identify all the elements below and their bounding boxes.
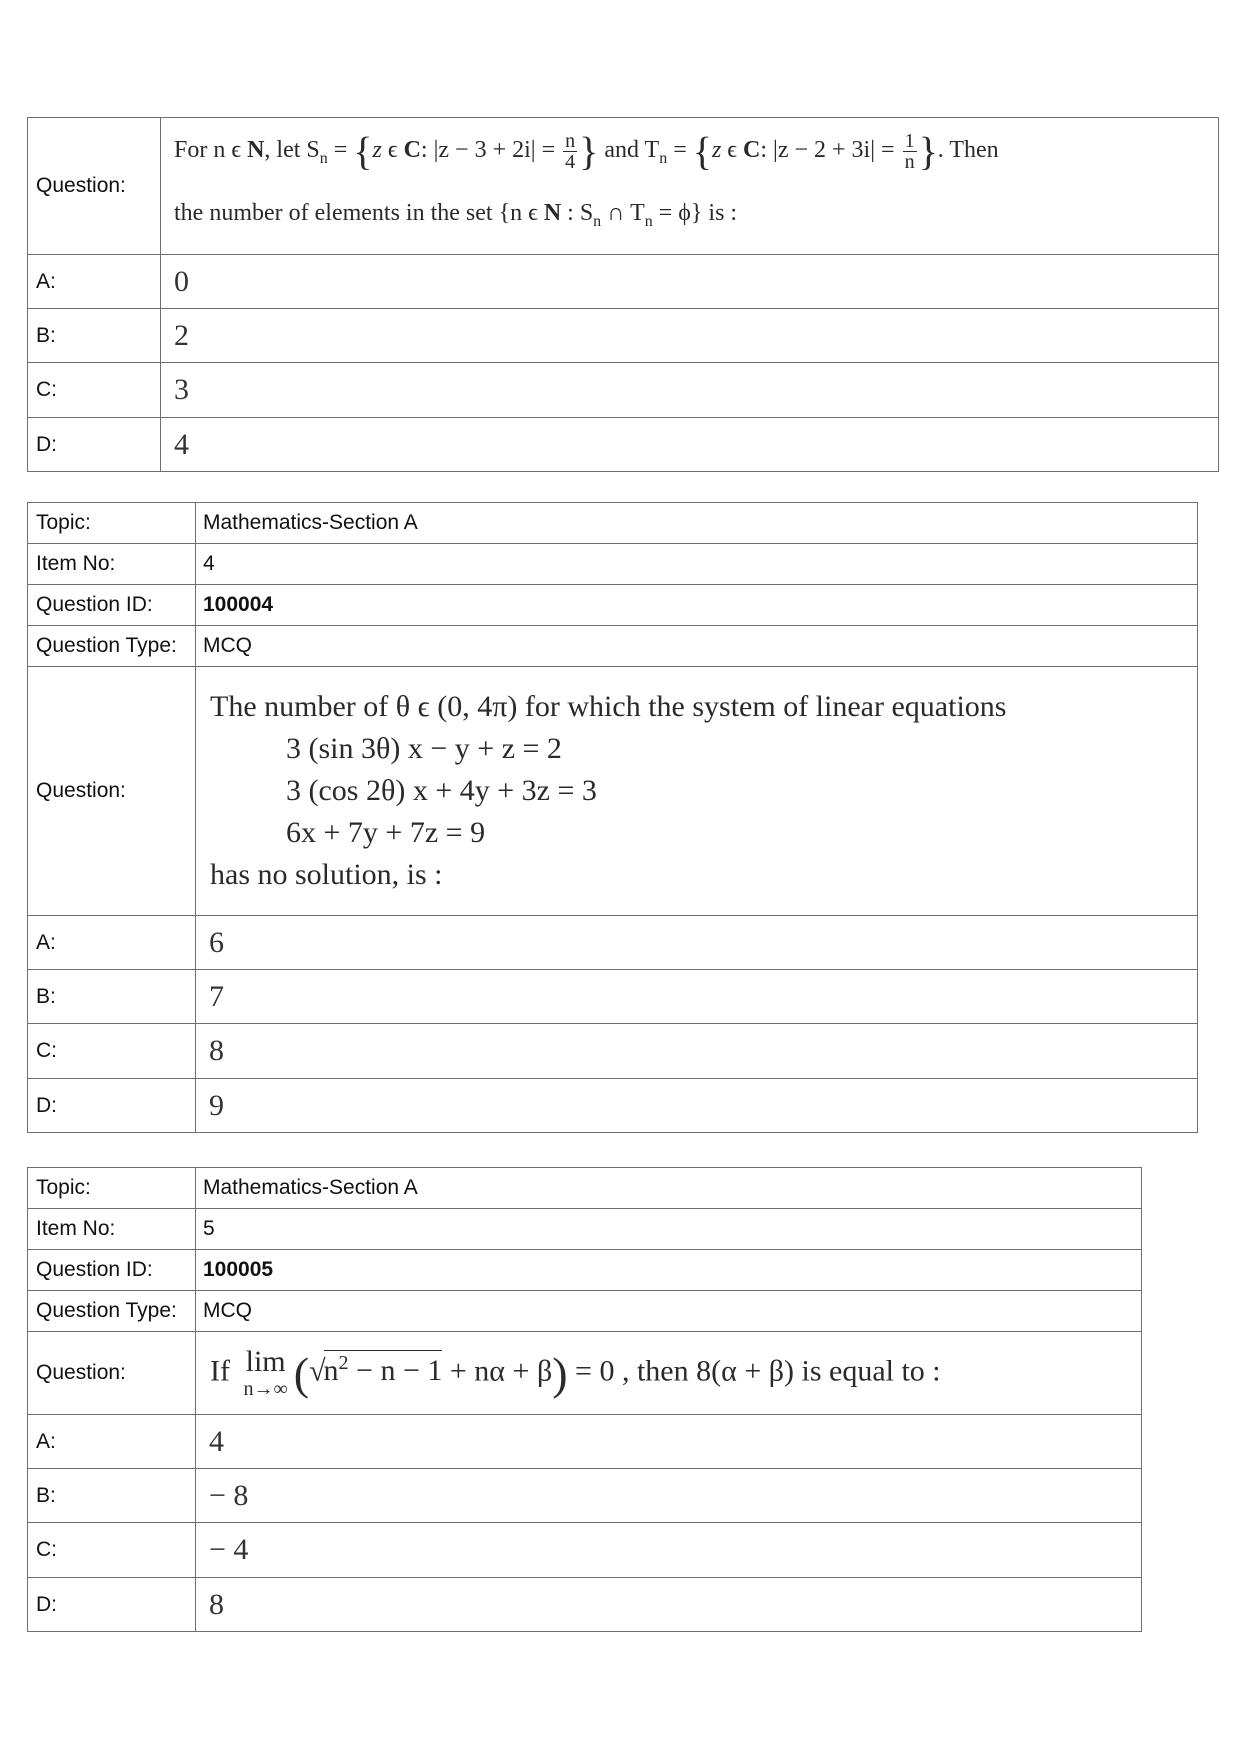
question-id-value: 100004 (196, 585, 1198, 626)
option-row (28, 1578, 1142, 1632)
fraction-n-over-4: $\frac{n}{4}$ (565, 130, 576, 174)
option-row (28, 363, 1219, 418)
option-value: 4 (161, 418, 1219, 472)
option-row (28, 1024, 1198, 1079)
question-type-row (28, 1291, 1142, 1332)
option-value: − 4 (196, 1523, 1142, 1578)
question-id-value: 100005 (196, 1250, 1142, 1291)
question-label: Question: (28, 118, 161, 255)
option-row (28, 418, 1219, 472)
item-value: 4 (196, 544, 1198, 585)
option-row (28, 916, 1198, 970)
option-value: 0 (161, 255, 1219, 309)
question-line-1: The number of θ ϵ (0, 4π) for which the system of linear equations (210, 690, 1007, 723)
question-line-2: the number of elements in the set {n ϵ N : $S_n$ ∩ $T_n = \phi$} is : (174, 200, 738, 230)
option-label: D: (28, 1079, 196, 1133)
question-row (28, 667, 1198, 916)
question-id-label: Question ID: (28, 1250, 196, 1291)
item-label: Item No: (28, 1209, 196, 1250)
option-label: C: (28, 1523, 196, 1578)
question-label: Question: (28, 667, 196, 916)
option-value: 6 (196, 916, 1198, 970)
item-label: Item No: (28, 544, 196, 585)
option-label: B: (28, 1469, 196, 1523)
option-row (28, 255, 1219, 309)
question-id-row (28, 585, 1198, 626)
question-id-label: Question ID: (28, 585, 196, 626)
equation-1: 3 (sin 3θ) x − y + z = 2 (286, 732, 562, 765)
option-label: D: (28, 418, 161, 472)
topic-value: Mathematics-Section A (196, 503, 1198, 544)
option-label: C: (28, 1024, 196, 1079)
option-label: B: (28, 970, 196, 1024)
option-row (28, 1469, 1142, 1523)
option-row (28, 1523, 1142, 1578)
limit-operator: lim n→∞ (243, 1345, 288, 1400)
question-line-1: For n ϵ N, let $S_n = \{z$ ϵ C: |z − 3 + 2i| = $\frac{n}{4}$ } and $T_n = \{z$ ϵ C: |z − 2 + 3i| = $\frac{1}{n}$ }. Then (174, 128, 999, 174)
topic-label: Topic: (28, 1168, 196, 1209)
option-label: A: (28, 916, 196, 970)
option-row (28, 1415, 1142, 1469)
question-block-3 (27, 117, 1219, 472)
option-value: 2 (161, 309, 1219, 363)
option-value: 4 (196, 1415, 1142, 1469)
question-type-label: Question Type: (28, 626, 196, 667)
question-row (28, 118, 1219, 255)
topic-row (28, 1168, 1142, 1209)
question-line-5: has no solution, is : (210, 858, 443, 891)
option-value: 8 (196, 1578, 1142, 1632)
equation-2: 3 (cos 2θ) x + 4y + 3z = 3 (286, 774, 597, 807)
option-label: D: (28, 1578, 196, 1632)
option-value: − 8 (196, 1469, 1142, 1523)
equation-3: 6x + 7y + 7z = 9 (286, 816, 486, 849)
option-label: A: (28, 1415, 196, 1469)
option-label: A: (28, 255, 161, 309)
option-row (28, 1079, 1198, 1133)
item-row (28, 1209, 1142, 1250)
item-value: 5 (196, 1209, 1142, 1250)
option-value: 7 (196, 970, 1198, 1024)
question-id-row (28, 1250, 1142, 1291)
option-value: 3 (161, 363, 1219, 418)
question-text: If lim n→∞ $(√n^2 - n - 1 + n\alpha + \beta) = 0$ , then 8(α + β) is equal to : (196, 1332, 1142, 1415)
topic-row (28, 503, 1198, 544)
radicand: $n^2 - n - 1$ (323, 1351, 443, 1387)
question-block-5 (27, 1167, 1142, 1632)
topic-label: Topic: (28, 503, 196, 544)
sqrt-sign-icon: √ (309, 1353, 326, 1387)
question-text (196, 667, 1198, 916)
question-type-label: Question Type: (28, 1291, 196, 1332)
question-type-value: MCQ (196, 626, 1198, 667)
item-row (28, 544, 1198, 585)
fraction-1-over-n: $\frac{1}{n}$ (904, 130, 915, 174)
question-label: Question: (28, 1332, 196, 1415)
question-block-4 (27, 502, 1198, 1133)
option-row (28, 970, 1198, 1024)
question-row (28, 1332, 1142, 1415)
question-text (161, 118, 1219, 255)
question-type-value: MCQ (196, 1291, 1142, 1332)
option-label: B: (28, 309, 161, 363)
topic-value: Mathematics-Section A (196, 1168, 1142, 1209)
option-value: 8 (196, 1024, 1198, 1079)
option-value: 9 (196, 1079, 1198, 1133)
option-label: C: (28, 363, 161, 418)
option-row (28, 309, 1219, 363)
question-type-row (28, 626, 1198, 667)
